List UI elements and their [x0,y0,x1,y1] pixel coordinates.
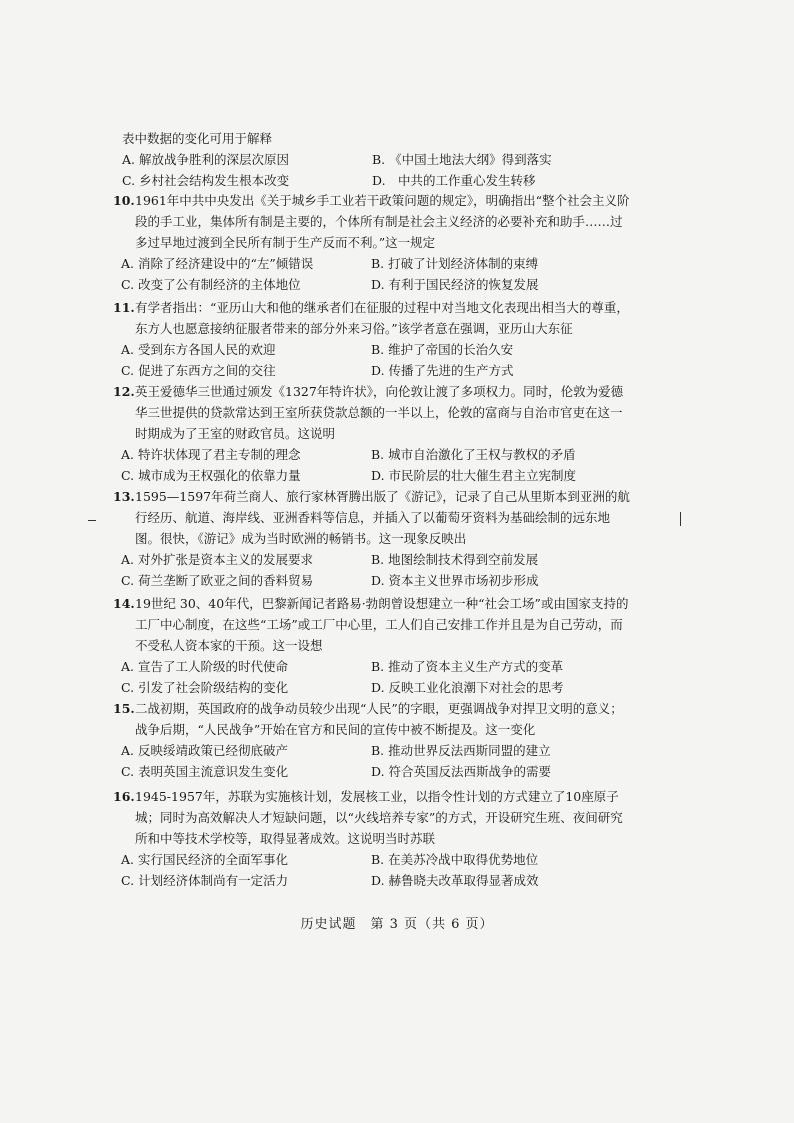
question-number: 10. [113,193,135,208]
options-row [113,444,633,465]
option-a: A. 解放战争胜利的深层次原因 [122,152,289,167]
options-row [113,677,633,698]
question-number: 14. [113,596,135,611]
option-b: B. 推动了资本主义生产方式的变革 [371,659,564,674]
options-row [113,274,633,295]
option-d: D. 传播了先进的生产方式 [371,363,514,378]
option-d: D. 反映工业化浪潮下对社会的思考 [371,680,564,695]
option-d: D. 赫鲁晓夫改革取得显著成效 [371,873,539,888]
options-row [113,740,633,761]
option-d: D. 资本主义世界市场初步形成 [371,573,539,588]
question-13 [113,486,633,591]
option-a: A. 受到东方各国人民的欢迎 [121,342,276,357]
options-row [122,149,642,170]
options-row [113,656,633,677]
question-number: 13. [113,489,135,504]
question-stem: 1945-1957年，苏联为实施核计划，发展核工业，以指令性计划的方式建立了10座原子城；同时为高效解决人才短缺问题，以“火线培养专家”的方式，开设研究生班、夜间研究所和中等技术学校等，取得显著成效。这说明当时苏联 [135,789,623,846]
question-14 [113,593,633,698]
question-15 [113,698,633,782]
option-c: C. 城市成为王权强化的依靠力量 [121,468,301,483]
option-a: A. 宣告了工人阶级的时代使命 [121,659,288,674]
options-row [113,360,633,381]
option-a: A. 特许状体现了君主专制的理念 [121,447,301,462]
question-11 [113,297,633,381]
options-row [113,549,633,570]
option-b: B. 维护了帝国的长治久安 [371,342,514,357]
question-16 [113,786,633,891]
question-stem: 有学者指出：“亚历山大和他的继承者们在征服的过程中对当地文化表现出相当大的尊重，东方人也愿意接纳征服者带来的部分外来习俗。”该学者意在强调，亚历山大东征 [135,300,629,336]
options-row [113,253,633,274]
options-row [113,761,633,782]
option-b: B. 打破了计划经济体制的束缚 [371,256,539,271]
option-d: D. 市民阶层的壮大催生君主立宪制度 [371,468,577,483]
option-c: C. 荷兰垄断了欧亚之间的香料贸易 [121,573,314,588]
option-a: A. 对外扩张是资本主义的发展要求 [121,552,313,567]
question-stem: 表中数据的变化可用于解释 [122,131,273,146]
question-stem: 1595—1597年荷兰商人、旅行家林胥腾出版了《游记》，记录了自己从里斯本到亚洲的航行经历、航道、海岸线、亚洲香料等信息，并插入了以葡萄牙资料为基础绘制的远东地图。很快，《游记》成为当时欧洲的畅销书。这一现象反映出 [135,489,630,546]
options-row [113,339,633,360]
option-d: D. 符合英国反法西斯战争的需要 [371,764,552,779]
option-b: B. 地图绘制技术得到空前发展 [371,552,539,567]
scan-mark [680,512,681,526]
question-10 [113,190,633,295]
question-stem: 英王爱德华三世通过颁发《1327年特许状》，向伦敦让渡了多项权力。同时，伦敦为爱德华三世提供的贷款常达到王室所获贷款总额的一半以上，伦敦的富商与自治市官吏在这一时期成为了王室的财政官员。这说明 [135,384,624,441]
question-number: 12. [113,384,135,399]
option-b: B. 在美苏冷战中取得优势地位 [371,852,539,867]
question-number: 16. [113,789,135,804]
option-c: C. 计划经济体制尚有一定活力 [121,873,289,888]
option-b: B. 城市自治激化了王权与教权的矛盾 [371,447,576,462]
question-9-continuation [122,128,642,191]
options-row [113,465,633,486]
option-c: C. 表明英国主流意识发生变化 [121,764,289,779]
question-stem: 19世纪 30、40年代，巴黎新闻记者路易·勃朗曾设想建立一种“社会工场”或由国家支持的工厂中心制度，在这些“工场”或工厂中心里，工人们自己安排工作并且是为自己劳动，而不受私人资本家的干预。这一设想 [135,596,629,653]
question-stem: 1961年中共中央发出《关于城乡手工业若干政策问题的规定》，明确指出“整个社会主义阶段的手工业，集体所有制是主要的，个体所有制是社会主义经济的必要补充和助手……过多过早地过渡到全民所有制于生产反而不利。”这一规定 [135,193,630,250]
options-row [113,570,633,591]
options-row [113,870,633,891]
option-a: A. 实行国民经济的全面军事化 [121,852,288,867]
option-b: B. 推动世界反法西斯同盟的建立 [371,743,551,758]
options-row [113,849,633,870]
question-stem: 二战初期，英国政府的战争动员较少出现“人民”的字眼，更强调战争对捍卫文明的意义；战争后期，“人民战争”开始在官方和民间的宣传中被不断提及。这一变化 [135,701,623,737]
scan-mark [88,520,96,521]
option-b: B. 《中国土地法大纲》得到落实 [372,152,552,167]
question-12 [113,381,633,486]
option-d: D. 有利于国民经济的恢复发展 [371,277,539,292]
option-d: D. 中共的工作重心发生转移 [372,173,536,188]
option-c: C. 乡村社会结构发生根本改变 [122,173,290,188]
option-c: C. 引发了社会阶级结构的变化 [121,680,289,695]
option-c: C. 改变了公有制经济的主体地位 [121,277,301,292]
option-a: A. 消除了经济建设中的“左”倾错误 [121,256,314,271]
question-number: 15. [113,701,135,716]
options-row [122,170,642,191]
option-a: A. 反映绥靖政策已经彻底破产 [121,743,288,758]
question-number: 11. [113,300,135,315]
page-footer: 历史试题 第 3 页（共 6 页） [300,917,494,932]
option-c: C. 促进了东西方之间的交往 [121,363,276,378]
